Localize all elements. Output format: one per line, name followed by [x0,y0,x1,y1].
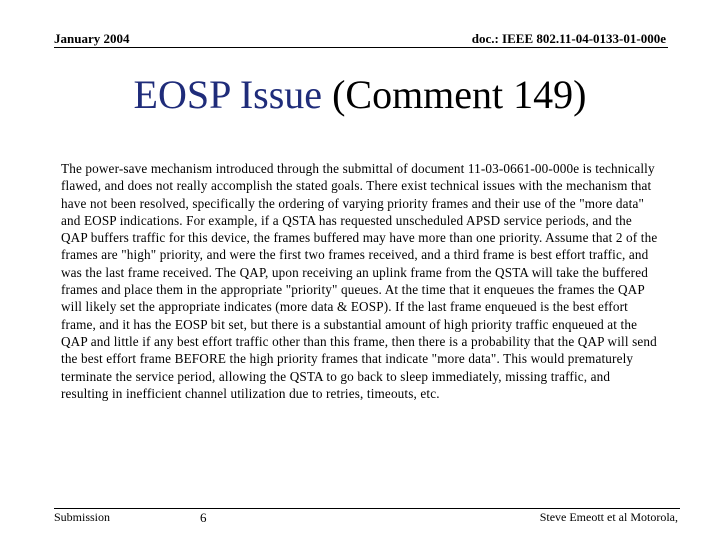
body-paragraph: The power-save mechanism introduced through the submittal of document 11-03-0661-00-000e is technically flawed, and does not really accomplish the stated goals. There exist technical issues with the mechanism that have not been resolved, specifically the ordering of varying priority frames and their use of the "more data" and EOSP indications. For example, if a QSTA has requested unscheduled APSD service periods, and the QAP buffers traffic for this device, the frames buffered may have more than one priority. Assume that 2 of the frames are "high" priority, and were the first two frames received, and a third frame is best effort traffic, and was the last frame received. The QAP, upon receiving an uplink frame from the QSTA will take the buffered frames and place them in the appropriate "priority" queues. At the time that it enqueues the frames the QAP will likely set the appropriate indicates (more data & EOSP). If the last frame enqueued is the best effort frame, and it has the EOSP bit set, but there is a substantial amount of high priority traffic enqueued at the QAP and little if any best effort traffic other than this frame, then there is a probability that the QAP will send the best effort frame BEFORE the high priority frames that indicate "more data". This would prematurely terminate the service period, allowing the QSTA to go back to sleep immediately, missing traffic, and resulting in inefficient channel utilization due to retries, timeouts, etc. [61,161,658,401]
footer-divider [54,508,680,509]
header-date: January 2004 [54,31,130,46]
footer-author: Steve Emeott et al Motorola, [539,510,678,524]
slide-title-rest: (Comment 149) [322,72,587,117]
header-doc-reference: doc.: IEEE 802.11-04-0133-01-000e [471,31,666,46]
slide-title [0,70,720,120]
slide-title-accent: EOSP Issue [133,72,323,117]
footer-submission: Submission [54,510,111,524]
header-divider [54,47,668,48]
footer-page-number: 6 [200,510,207,525]
